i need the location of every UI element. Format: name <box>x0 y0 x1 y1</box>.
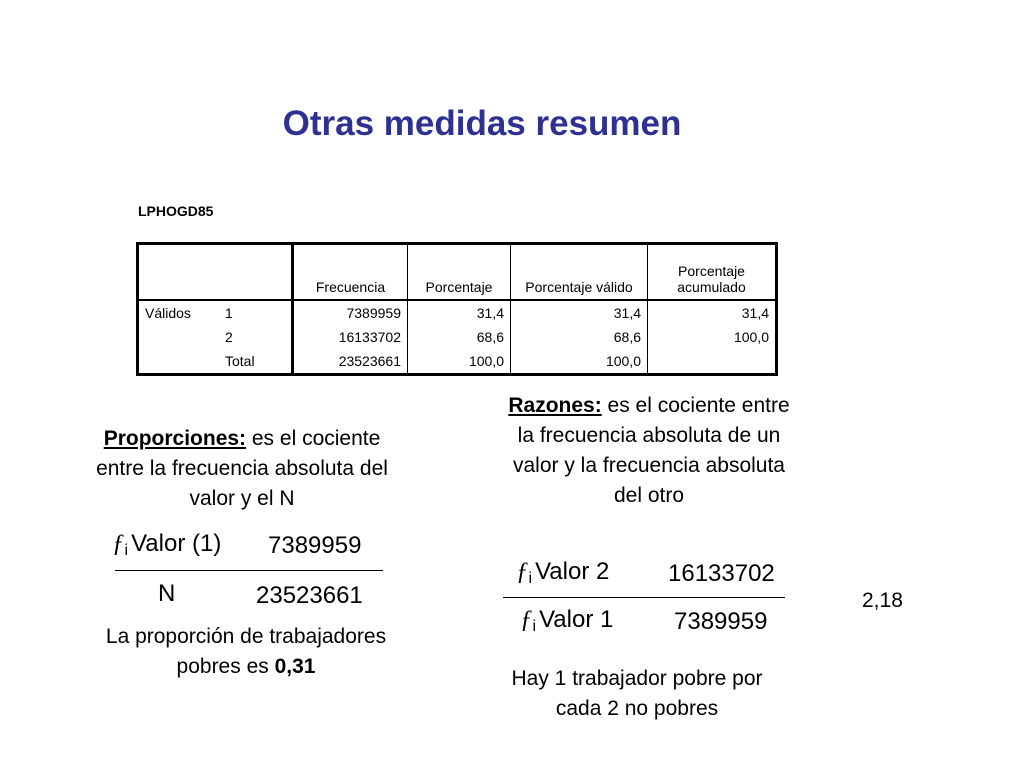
proporciones-definition <box>88 424 396 514</box>
fi-symbol: ƒ <box>520 606 533 633</box>
numerator-label: Valor 2 <box>535 558 610 585</box>
proporciones-result: 0,31 <box>274 655 316 678</box>
cell-porcentaje: 100,0 <box>408 349 511 375</box>
fi-symbol: ƒ <box>112 530 125 557</box>
razones-numerator-value: 16133702 <box>668 560 775 587</box>
fi-symbol: ƒ <box>516 558 529 585</box>
cell-porcentaje-valido: 68,6 <box>511 325 648 349</box>
slide-title: Otras medidas resumen <box>282 104 682 143</box>
numerator-label: Valor (1) <box>131 530 222 557</box>
razones-denominator-value: 7389959 <box>674 608 768 635</box>
razones-denominator: $ƒ_i$ Valor 1 <box>520 606 614 635</box>
proporciones-fraction-line <box>115 570 383 571</box>
row-label: Total <box>219 349 293 375</box>
proporciones-text: es el cociente entre la frecuencia absoluta del valor y el N <box>96 427 388 510</box>
header-porcentaje-valido: Porcentaje válido <box>511 244 648 301</box>
razones-note: Hay 1 trabajador pobre por cada 2 no pobres <box>511 667 763 720</box>
razones-text: es el cociente entre la frecuencia absoluta de un valor y la frecuencia absoluta del otro <box>513 394 790 507</box>
table-row <box>138 349 777 375</box>
table-row <box>138 325 777 349</box>
table-row <box>138 300 777 325</box>
cell-porcentaje-acumulado: 31,4 <box>648 300 777 325</box>
row-label: 1 <box>219 300 293 325</box>
row-label: 2 <box>219 325 293 349</box>
header-frecuencia: Frecuencia <box>315 279 386 295</box>
cell-frecuencia: 7389959 <box>346 305 401 321</box>
table-variable-label: LPHOGD85 <box>138 203 214 219</box>
row-group-label: Válidos <box>145 305 191 321</box>
cell-frecuencia: 16133702 <box>338 329 401 345</box>
cell-frecuencia: 23523661 <box>338 353 401 369</box>
proporciones-term: Proporciones: <box>103 427 247 450</box>
header-porcentaje-acumulado: Porcentaje acumulado <box>648 244 777 301</box>
proporciones-numerator: $ƒ_i$ Valor (1) <box>112 530 222 559</box>
proporciones-denominator-value: 23523661 <box>256 582 363 609</box>
denominator-label: Valor 1 <box>539 606 614 633</box>
cell-porcentaje-acumulado <box>648 349 777 375</box>
proporciones-denominator-label: N <box>158 580 176 607</box>
cell-porcentaje-valido: 31,4 <box>511 300 648 325</box>
razones-numerator: $ƒ_i$ Valor 2 <box>516 558 610 587</box>
proporciones-note: La proporción de trabajadores pobres es 0,31 <box>105 625 387 678</box>
razones-definition <box>506 391 792 511</box>
proporciones-numerator-value: 7389959 <box>268 532 362 559</box>
header-porcentaje: Porcentaje <box>408 244 511 301</box>
cell-porcentaje-valido: 100,0 <box>511 349 648 375</box>
razones-result: 2,18 <box>862 589 903 612</box>
razones-term: Razones: <box>508 394 602 417</box>
cell-porcentaje-acumulado: 100,0 <box>648 325 777 349</box>
cell-porcentaje: 31,4 <box>408 300 511 325</box>
razones-fraction-line <box>503 597 785 598</box>
cell-porcentaje: 68,6 <box>408 325 511 349</box>
frequency-table <box>136 242 778 376</box>
table-header-row <box>138 244 777 301</box>
